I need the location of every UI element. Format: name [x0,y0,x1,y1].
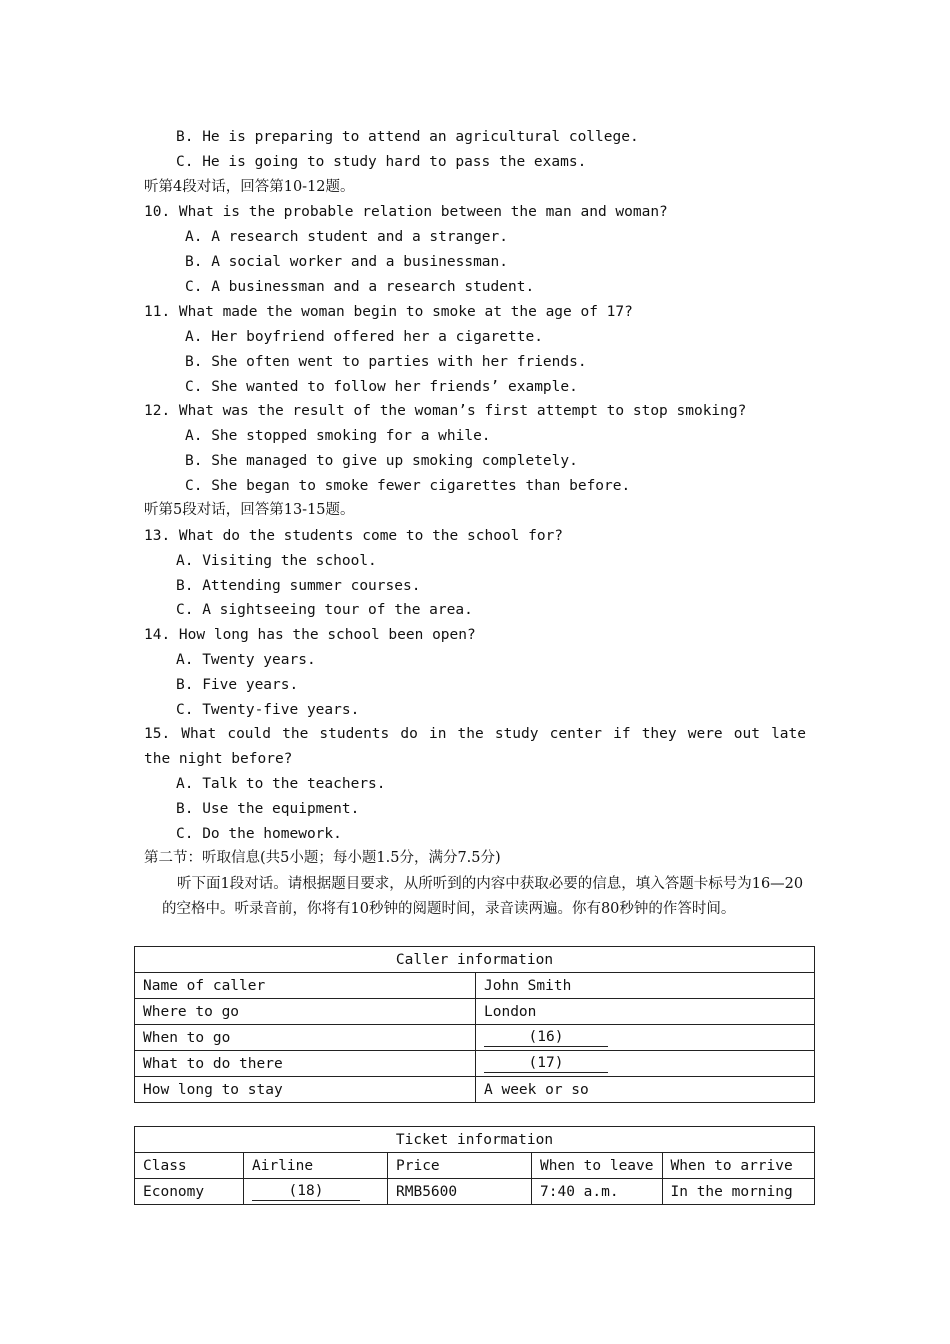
option-text: C. A businessman and a research student. [185,279,535,295]
option-text: B. Five years. [176,677,299,693]
table-row [135,1051,815,1077]
row-value [476,1025,815,1051]
question-stem: 15. What could the students do in the study center if they were out late the night before? [144,726,806,767]
option-text: A. Twenty years. [176,652,316,668]
question-stem: 12. What was the result of the woman’s first attempt to stop smoking? [144,403,747,419]
table-row [135,1025,815,1051]
option-text: A. Her boyfriend offered her a cigarette. [185,329,543,345]
table-title: Ticket information [135,1127,815,1153]
table-row [135,999,815,1025]
column-header: When to leave [532,1153,663,1179]
option-text: B. Use the equipment. [176,801,360,817]
option-text: C. She wanted to follow her friends’ example. [185,379,578,395]
answer-blank[interactable]: (18) [252,1183,360,1201]
section-header: 听第4段对话，回答第10-12题。 [144,179,355,195]
cell [244,1179,388,1205]
cell: Economy [135,1179,244,1205]
answer-blank[interactable]: (17) [484,1055,608,1073]
answer-blank[interactable]: (16) [484,1029,608,1047]
row-label: When to go [135,1025,476,1051]
row-label: What to do there [135,1051,476,1077]
column-header: Price [388,1153,532,1179]
column-header: When to arrive [662,1153,815,1179]
cell: 7:40 a.m. [532,1179,663,1205]
table-row [135,1077,815,1103]
instructions: 听下面1段对话。请根据题目要求，从所听到的内容中获取必要的信息，填入答题卡标号为16—20的空格中。听录音前，你将有10秒钟的阅题时间，录音读两遍。你有80秒钟的作答时间。 [162,876,804,917]
option-text: C. He is going to study hard to pass the exams. [176,154,587,170]
row-value: John Smith [476,973,815,999]
table-row [135,973,815,999]
cell: In the morning [662,1179,815,1205]
table-header-row [135,1153,815,1179]
ticket-info-table [134,1126,815,1205]
table-row [135,1179,815,1205]
option-text: B. A social worker and a businessman. [185,254,509,270]
option-text: A. A research student and a stranger. [185,229,509,245]
option-text: C. Twenty-five years. [176,702,360,718]
question-stem: 14. How long has the school been open? [144,627,476,643]
option-text: C. A sightseeing tour of the area. [176,602,473,618]
row-label: Name of caller [135,973,476,999]
option-text: B. Attending summer courses. [176,578,421,594]
row-value: London [476,999,815,1025]
option-text: B. He is preparing to attend an agricultural college. [176,129,639,145]
row-value: A week or so [476,1077,815,1103]
caller-info-table [134,946,815,1103]
cell: RMB5600 [388,1179,532,1205]
question-stem: 13. What do the students come to the school for? [144,528,564,544]
option-text: A. She stopped smoking for a while. [185,428,491,444]
option-text: B. She managed to give up smoking completely. [185,453,578,469]
row-value [476,1051,815,1077]
option-text: A. Talk to the teachers. [176,776,386,792]
row-label: Where to go [135,999,476,1025]
option-text: C. She began to smoke fewer cigarettes than before. [185,478,631,494]
column-header: Airline [244,1153,388,1179]
part-header: 第二节：听取信息(共5小题；每小题1.5分，满分7.5分) [144,850,501,866]
option-text: A. Visiting the school. [176,553,377,569]
section-header: 听第5段对话，回答第13-15题。 [144,502,355,518]
question-stem: 10. What is the probable relation between the man and woman? [144,204,668,220]
column-header: Class [135,1153,244,1179]
row-label: How long to stay [135,1077,476,1103]
option-text: C. Do the homework. [176,826,342,842]
table-title: Caller information [135,947,815,973]
option-text: B. She often went to parties with her friends. [185,354,587,370]
question-stem: 11. What made the woman begin to smoke at the age of 17? [144,304,633,320]
